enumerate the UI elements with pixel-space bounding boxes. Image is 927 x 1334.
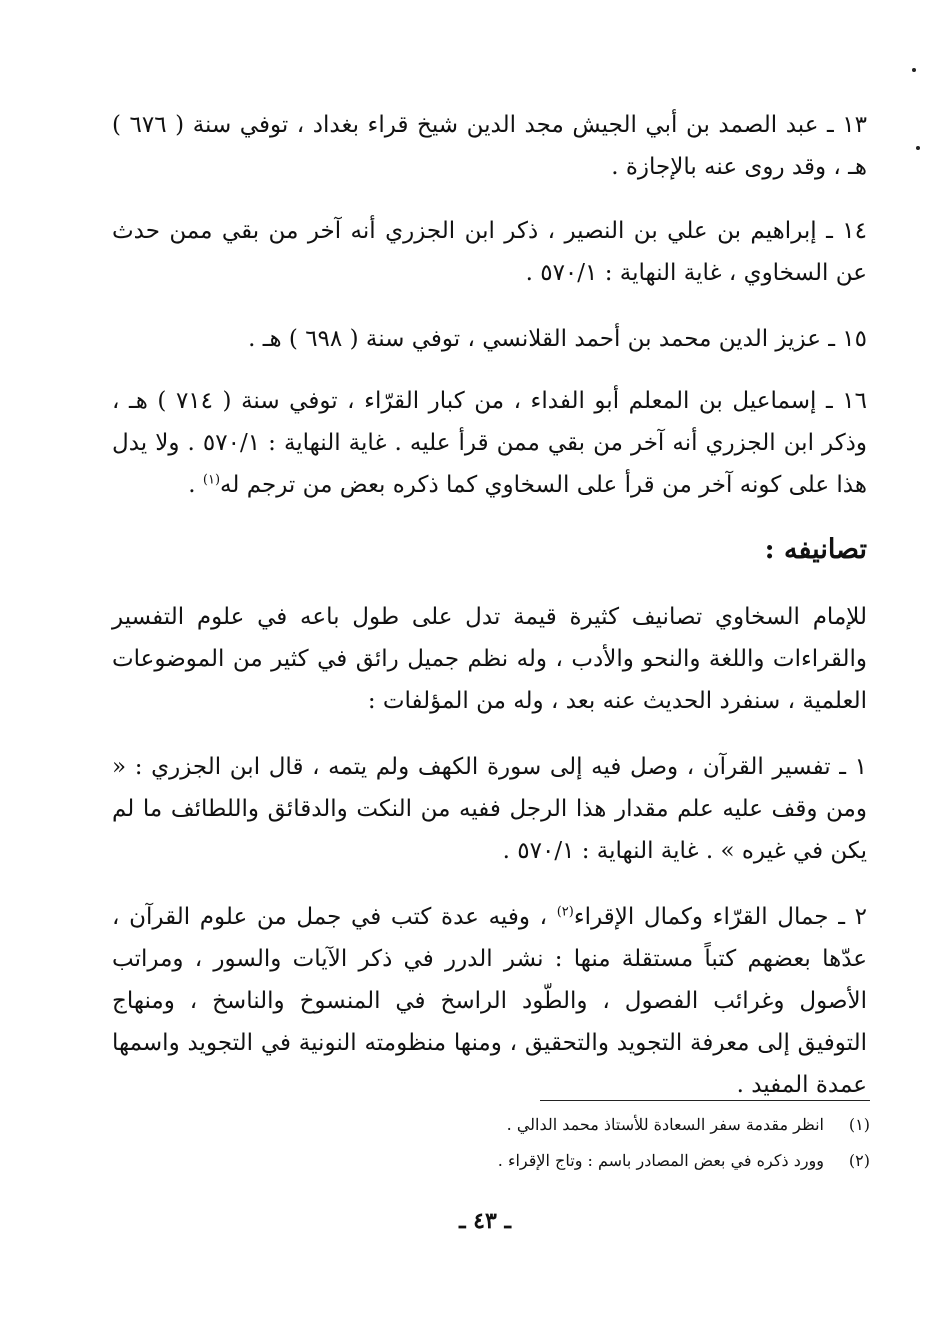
entry-14-text: ١٤ ـ إبراهيم بن علي بن النصير ، ذكر ابن الجزري أنه آخر من بقي ممن حدث عن السخاوي ، غاية النهاية : ٥٧٠/١ . [112, 218, 867, 286]
footnote-ref-2[interactable]: (٢) [556, 904, 574, 920]
work-2 [112, 896, 867, 1106]
page-number: ـ ٤٣ ـ [459, 1208, 511, 1234]
footnote-2-text: وورد ذكره في بعض المصادر باسم : وتاج الإقراء . [497, 1151, 824, 1170]
footnote-1 [300, 1112, 870, 1138]
entry-16 [112, 380, 867, 506]
footnote-2 [300, 1148, 870, 1174]
intro-paragraph [112, 596, 867, 722]
scan-speck [912, 68, 916, 72]
footnote-2-number: (٢) [848, 1151, 870, 1170]
section-heading-works: تصانيفه : [764, 534, 867, 565]
entry-14 [112, 210, 867, 294]
entry-16-tail: . [188, 472, 203, 498]
work-2-tail: ، وفيه عدة كتب في جمل من علوم القرآن ، عدّها بعضهم كتباً مستقلة منها : نشر الدرر في ذكر الآيات والسور ، ومراتب الأصول وغرائب الفصول ، والطّود الراسخ في المنسوخ والناسخ ، ومنهاج التوفيق إلى معرفة التجويد والتحقيق ، ومنها منظومته النونية في التجويد واسمها عمدة المفيد . [112, 904, 867, 1098]
work-1-text: ١ ـ تفسير القرآن ، وصل فيه إلى سورة الكهف ولم يتمه ، قال ابن الجزري : « ومن وقف عليه علم مقدار هذا الرجل ففيه من النكت والدقائق واللطائف ما لم يكن في غيره » . غاية النهاية : ٥٧٠/١ . [112, 754, 867, 864]
entry-15-text: ١٥ ـ عزيز الدين محمد بن أحمد القلانسي ، توفي سنة ( ٦٩٨ ) هـ . [248, 326, 867, 352]
scan-speck [916, 146, 920, 150]
work-1 [112, 746, 867, 872]
entry-13 [112, 104, 867, 188]
footnote-1-number: (١) [848, 1115, 870, 1134]
work-2-text: ٢ ـ جمال القرّاء وكمال الإقراء [573, 904, 867, 930]
entry-16-text: ١٦ ـ إسماعيل بن المعلم أبو الفداء ، من كبار القرّاء ، توفي سنة ( ٧١٤ ) هـ ، وذكر ابن الجزري أنه آخر من بقي ممن قرأ عليه . غاية النهاية : ٥٧٠/١ . ولا يدل هذا على كونه آخر من قرأ على السخاوي كما ذكره بعض من ترجم له [112, 388, 868, 498]
footnote-divider [540, 1100, 870, 1101]
entry-15 [112, 318, 867, 360]
intro-text: للإمام السخاوي تصانيف كثيرة قيمة تدل على طول باعه في علوم التفسير والقراءات واللغة والنحو والأدب ، وله نظم جميل رائق في كثير من الموضوعات العلمية ، سنفرد الحديث عنه بعد ، وله من المؤلفات : [112, 604, 867, 714]
entry-13-text: ١٣ ـ عبد الصمد بن أبي الجيش مجد الدين شيخ قراء بغداد ، توفي سنة ( ٦٧٦ ) هـ ، وقد روى عنه بالإجازة . [112, 112, 868, 180]
footnote-1-text: انظر مقدمة سفر السعادة للأستاذ محمد الدالي . [506, 1115, 824, 1134]
footnote-ref-1[interactable]: (١) [202, 472, 221, 488]
